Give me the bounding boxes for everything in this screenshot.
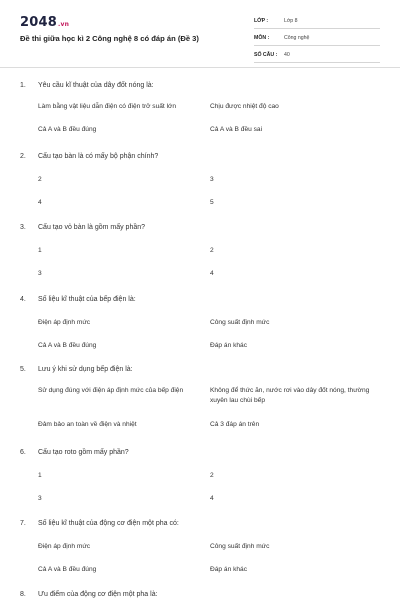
option-a[interactable]: Điện áp định mức xyxy=(38,543,91,550)
option-b[interactable]: 3 xyxy=(210,176,214,183)
question-stem xyxy=(20,224,145,231)
question-stem xyxy=(20,449,129,456)
option-c[interactable]: Đảm bảo an toàn về điện và nhiệt xyxy=(38,421,137,428)
document-title: Đề thi giữa học kì 2 Công nghệ 8 có đáp án (Đề 3) xyxy=(20,34,199,43)
option-d[interactable]: Cả A và B đều sai xyxy=(210,126,263,133)
question-text: Cấu tạo roto gồm mấy phần? xyxy=(38,449,129,456)
meta-row-class xyxy=(254,14,380,29)
meta-row-subject xyxy=(254,31,380,46)
option-c[interactable]: Cả A và B đều đúng xyxy=(38,126,97,133)
option-a[interactable]: 2 xyxy=(38,176,42,183)
question-stem xyxy=(20,366,133,373)
meta-value-class: Lớp 8 xyxy=(284,18,298,24)
option-a[interactable]: 1 xyxy=(38,247,42,254)
meta-label-class: LỚP : xyxy=(254,18,269,24)
meta-label-question-count: SỐ CÂU : xyxy=(254,52,278,58)
question-text: Số liệu kĩ thuật của động cơ điện một pha có: xyxy=(38,520,179,527)
option-b[interactable]: 2 xyxy=(210,472,214,479)
option-b[interactable]: Công suất định mức xyxy=(210,319,270,326)
question-text: Yêu cầu kĩ thuật của dây đốt nóng là: xyxy=(38,82,154,89)
meta-value-question-count: 40 xyxy=(284,52,290,58)
question-number: 1. xyxy=(20,82,26,89)
option-c[interactable]: 4 xyxy=(38,199,42,206)
option-b[interactable]: Không để thức ăn, nước rơi vào dây đốt nóng, thường xuyên lau chùi bếp xyxy=(210,387,370,404)
question-text: Số liệu kĩ thuật của bếp điện là: xyxy=(38,296,136,303)
option-d[interactable]: Cả 3 đáp án trên xyxy=(210,421,260,428)
option-d[interactable]: Đáp án khác xyxy=(210,566,248,573)
question-number: 2. xyxy=(20,153,26,160)
question-number: 4. xyxy=(20,296,26,303)
question-text: Cấu tạo vỏ bàn là gồm mấy phần? xyxy=(38,224,146,231)
question-number: 5. xyxy=(20,366,26,373)
question-number: 8. xyxy=(20,591,26,598)
option-c[interactable]: Cả A và B đều đúng xyxy=(38,566,97,573)
option-c[interactable]: 3 xyxy=(38,270,42,277)
meta-value-subject: Công nghệ xyxy=(284,35,310,41)
question-text: Cấu tạo bàn là có mấy bộ phận chính? xyxy=(38,153,159,160)
question-text: Ưu điểm của động cơ điện một pha là: xyxy=(38,591,158,598)
meta-row-question-count xyxy=(254,48,380,63)
logo-suffix-text: .vn xyxy=(57,21,70,28)
question-stem xyxy=(20,296,136,303)
meta-label-subject: MÔN : xyxy=(254,35,270,41)
option-a[interactable]: Sử dụng đúng với điện áp định mức của bếp điện xyxy=(38,387,184,394)
meta-info-block xyxy=(254,14,380,65)
option-b[interactable]: 2 xyxy=(210,247,214,254)
option-c[interactable]: Cả A và B đều đúng xyxy=(38,342,97,349)
option-d[interactable]: 4 xyxy=(210,495,214,502)
question-stem xyxy=(20,591,158,598)
option-b[interactable]: Chịu được nhiệt độ cao xyxy=(210,103,279,110)
option-a[interactable]: Điện áp định mức xyxy=(38,319,91,326)
option-d[interactable]: Đáp án khác xyxy=(210,342,248,349)
option-d[interactable]: 4 xyxy=(210,270,214,277)
question-stem xyxy=(20,82,154,89)
question-number: 7. xyxy=(20,520,26,527)
question-stem xyxy=(20,153,158,160)
option-d[interactable]: 5 xyxy=(210,199,214,206)
logo-main-text: 2048 xyxy=(20,15,57,30)
question-number: 3. xyxy=(20,224,26,231)
option-a[interactable]: 1 xyxy=(38,472,42,479)
option-c[interactable]: 3 xyxy=(38,495,42,502)
question-number: 6. xyxy=(20,449,26,456)
question-stem xyxy=(20,520,179,527)
option-b[interactable]: Công suất định mức xyxy=(210,543,270,550)
site-logo[interactable] xyxy=(20,15,69,30)
document-header xyxy=(0,0,400,68)
question-text: Lưu ý khi sử dụng bếp điện là: xyxy=(38,366,133,373)
option-a[interactable]: Làm bằng vật liệu dẫn điện có điện trở suất lớn xyxy=(38,103,177,110)
